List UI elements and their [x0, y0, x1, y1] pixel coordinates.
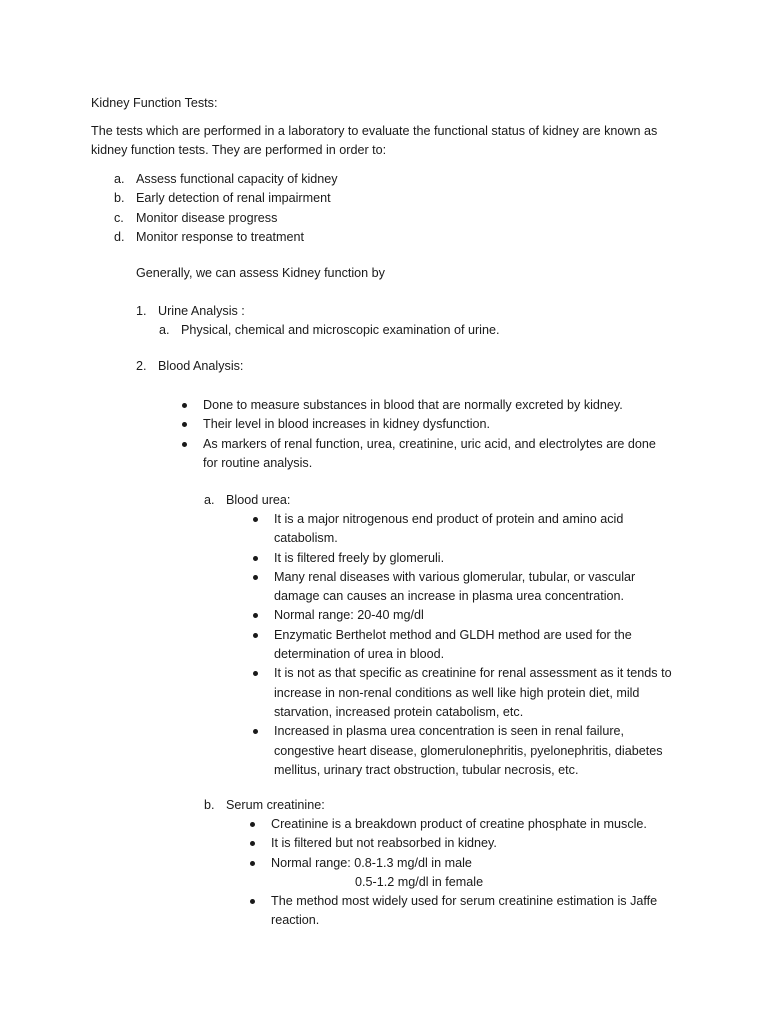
urine-analysis-item — [136, 302, 658, 321]
bullet-item: As markers of renal function, urea, creatinine, uric acid, and electrolytes are done for routine analysis. — [203, 435, 673, 474]
list-marker: 2. — [136, 359, 147, 373]
bullet-item: It is filtered but not reabsorbed in kidney. — [271, 834, 671, 853]
list-marker: a. — [114, 172, 125, 186]
list-marker: b. — [204, 798, 215, 812]
blood-analysis-item — [136, 357, 658, 376]
bullet-item: Creatinine is a breakdown product of creatine phosphate in muscle. — [271, 815, 671, 834]
blood-analysis-bullets — [203, 396, 673, 473]
list-item — [114, 228, 676, 247]
list-item-text: Monitor response to treatment — [136, 229, 304, 244]
bullet-item: It is not as that specific as creatinine for renal assessment as it tends to increase in non-renal conditions as well like high protein diet, mild starvation, increased protein catabolism, etc. — [274, 664, 676, 722]
list-marker: d. — [114, 229, 125, 244]
list-marker: a. — [159, 323, 170, 337]
list-item-text: Physical, chemical and microscopic examination of urine. — [181, 323, 500, 337]
bullet-item: It is a major nitrogenous end product of protein and amino acid catabolism. — [274, 510, 676, 549]
serum-creatinine-bullets — [271, 815, 671, 931]
blood-urea-item — [204, 491, 666, 510]
urine-sub-list — [159, 321, 681, 340]
general-statement: Generally, we can assess Kidney function by — [136, 266, 385, 280]
section-heading: Blood urea: — [226, 493, 291, 507]
list-item — [204, 491, 666, 510]
list-item — [204, 796, 666, 815]
section-heading: Urine Analysis : — [158, 304, 245, 318]
list-item — [114, 189, 676, 208]
bullet-item — [271, 854, 671, 893]
bullet-item: Enzymatic Berthelot method and GLDH method are used for the determination of urea in blood. — [274, 626, 676, 665]
intro-paragraph: The tests which are performed in a laboratory to evaluate the functional status of kidney are known as kidney function tests. They are performed in order to: — [91, 124, 658, 158]
section-heading: Serum creatinine: — [226, 798, 325, 812]
list-item-text: Early detection of renal impairment — [136, 191, 331, 206]
list-item — [114, 170, 676, 189]
bullet-item: It is filtered freely by glomeruli. — [274, 549, 676, 568]
page-title: Kidney Function Tests: — [91, 96, 218, 110]
list-item-text: Monitor disease progress — [136, 210, 278, 225]
bullet-item: The method most widely used for serum creatinine estimation is Jaffe reaction. — [271, 892, 671, 931]
list-item — [159, 321, 681, 340]
normal-range-female: 0.5-1.2 mg/dl in female — [355, 874, 484, 889]
list-marker: b. — [114, 191, 125, 206]
normal-range-male: Normal range: 0.8-1.3 mg/dl in male — [271, 855, 472, 870]
serum-creatinine-item — [204, 796, 666, 815]
bullet-item: Normal range: 20-40 mg/dl — [274, 606, 676, 625]
list-item — [114, 209, 676, 228]
list-marker: 1. — [136, 304, 147, 318]
bullet-item: Done to measure substances in blood that are normally excreted by kidney. — [203, 396, 673, 415]
purpose-list — [114, 170, 676, 247]
blood-urea-bullets — [274, 510, 676, 780]
section-heading: Blood Analysis: — [158, 359, 244, 373]
list-item — [136, 357, 658, 376]
list-item — [136, 302, 658, 321]
bullet-item: Their level in blood increases in kidney dysfunction. — [203, 415, 673, 434]
bullet-item: Many renal diseases with various glomerular, tubular, or vascular damage can causes an increase in plasma urea concentration. — [274, 568, 676, 607]
list-marker: a. — [204, 493, 215, 507]
list-marker: c. — [114, 210, 124, 225]
list-item-text: Assess functional capacity of kidney — [136, 172, 338, 186]
bullet-item: Increased in plasma urea concentration is seen in renal failure, congestive heart disease, glomerulonephritis, pyelonephritis, diabetes mellitus, urinary tract obstruction, tubular necrosis, etc. — [274, 722, 676, 780]
